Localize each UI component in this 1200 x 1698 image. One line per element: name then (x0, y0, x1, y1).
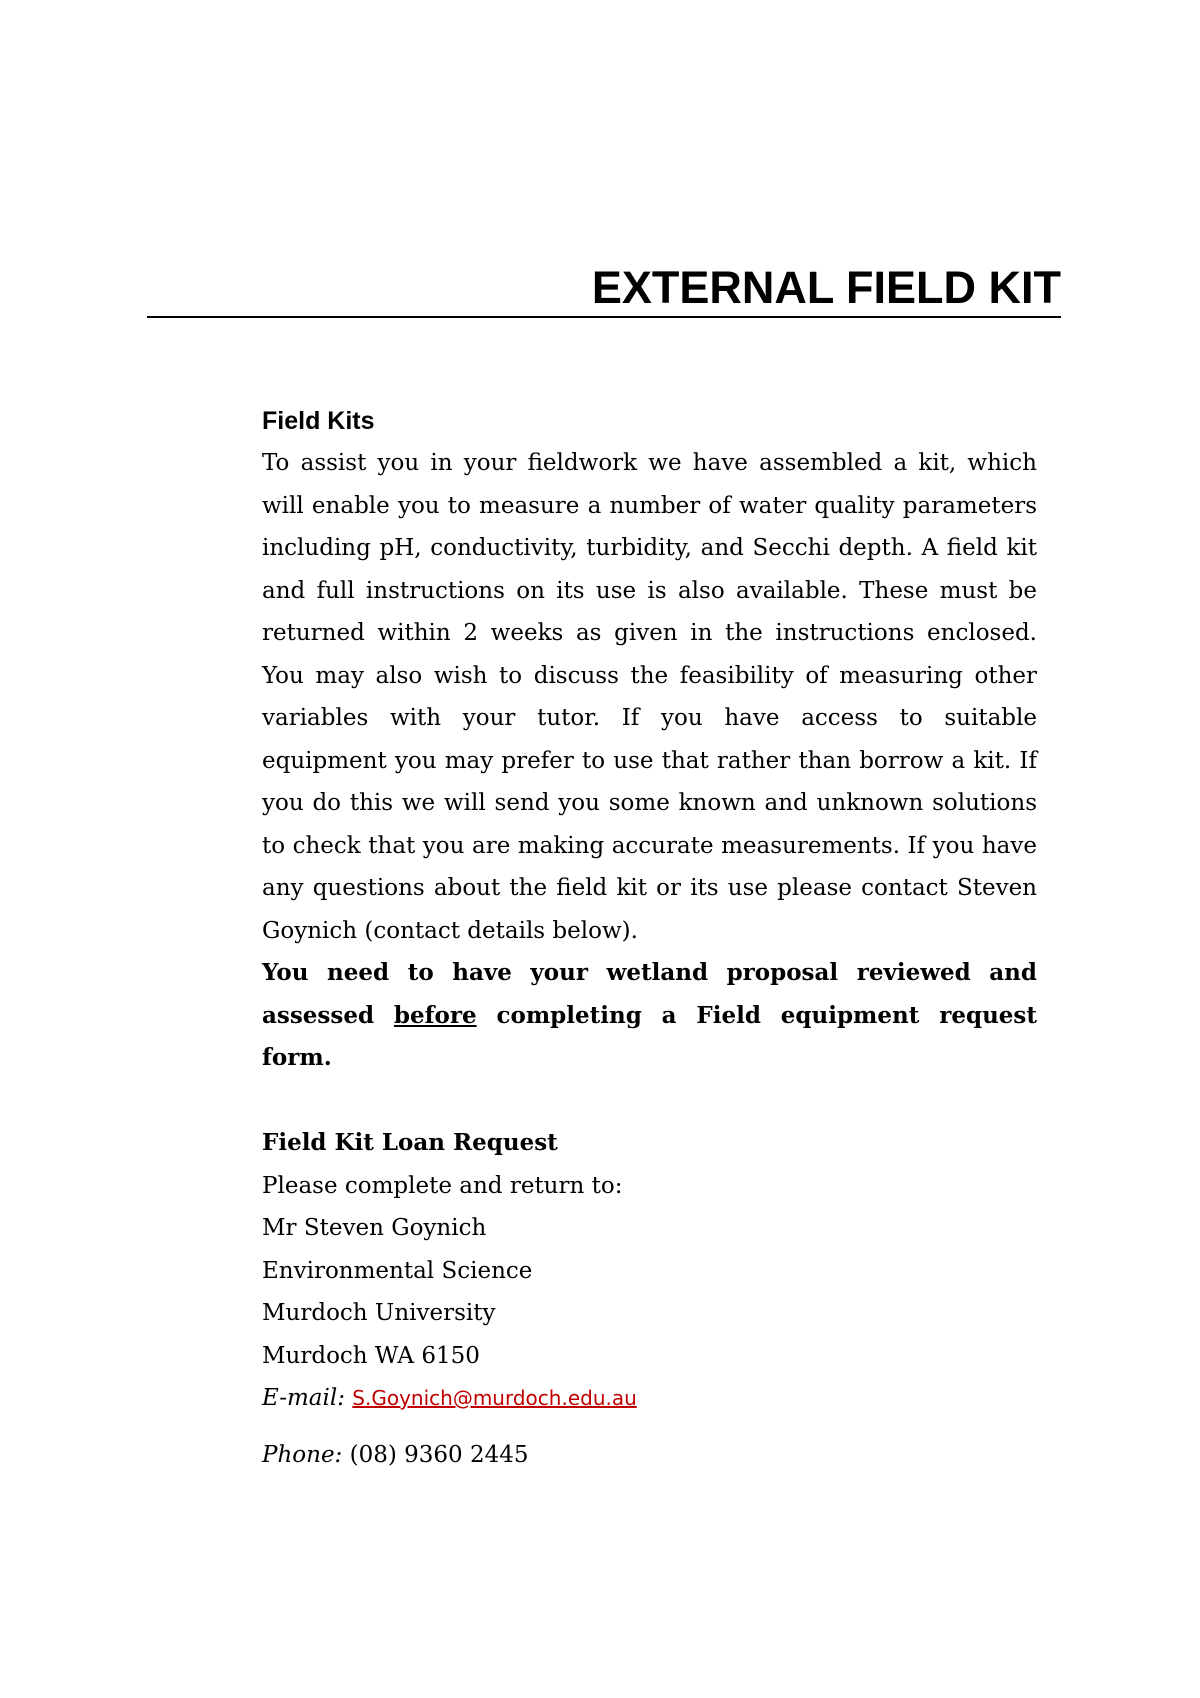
email-line (262, 1377, 1037, 1420)
address-line-university: Murdoch University (262, 1300, 496, 1326)
proposal-notice-start: You need to have your wetland proposal reviewed and assessed (262, 959, 1037, 1029)
proposal-notice-emphasis: before (393, 1001, 477, 1029)
proposal-notice (262, 952, 1037, 1080)
page-title: EXTERNAL FIELD KIT (591, 262, 1061, 313)
field-kits-paragraph: To assist you in your fieldwork we have assembled a kit, which will enable you to measure a number of water quality parameters including pH, conductivity, turbidity, and Secchi depth. A field kit and full instructions on its use is also available. These must be returned within 2 weeks as given in the instructions enclosed. You may also wish to discuss the feasibility of measuring other variables with your tutor. If you have access to suitable equipment you may prefer to use that rather than borrow a kit. If you do this we will send you some known and unknown solutions to check that you are making accurate measurements. If you have any questions about the field kit or its use please contact Steven Goynich (contact details below). (262, 450, 1037, 944)
section-spacer (262, 1080, 1037, 1123)
proposal-notice-end: completing a Field equipment request form. (262, 1001, 1038, 1071)
loan-request-intro: Please complete and return to: (262, 1172, 623, 1199)
phone-number: (08) 9360 2445 (349, 1441, 529, 1468)
loan-request-heading: Field Kit Loan Request (262, 1129, 558, 1156)
address-line-city: Murdoch WA 6150 (262, 1342, 480, 1369)
email-link[interactable]: S.Goynich@murdoch.edu.au (352, 1386, 637, 1410)
email-label: E-mail: (262, 1385, 345, 1411)
address-line-department: Environmental Science (262, 1257, 533, 1284)
address-line-name: Mr Steven Goynich (262, 1215, 487, 1241)
title-divider (147, 316, 1061, 318)
document-body (262, 400, 1037, 1476)
phone-label: Phone: (262, 1441, 343, 1468)
phone-line (262, 1434, 1037, 1477)
field-kits-heading: Field Kits (262, 407, 375, 435)
